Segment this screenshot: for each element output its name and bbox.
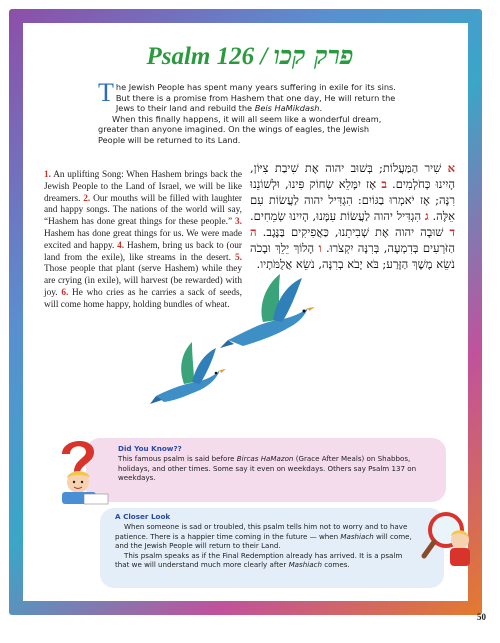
verse-number: 3. [235, 217, 242, 228]
closer-look-p1-b: will come, and the Jewish People will return to their Land. [115, 531, 412, 551]
verse-number: 1. [44, 170, 51, 180]
did-you-know-text-after: (Grace After Meals) on Shabbos, holidays, and other times. Some say it even on weekdays. Others say Psalm 137 on weekdays. [118, 454, 417, 483]
closer-look-p2-italic: Mashiach [288, 560, 322, 570]
closer-look-p1-italic: Mashiach [340, 531, 374, 541]
verse-number: 5. [235, 252, 242, 263]
title-hebrew: פרק קכו [273, 41, 354, 70]
title-english: Psalm 126 / [146, 43, 268, 70]
hebrew-verse-text: הָלוֹךְ יֵלֵךְ וּבָכֹה נֹשֵׂא מֶשֶׁךְ הַזָּרַע; בֹּא יָבֹא בְרִנָּה, נֹשֵׂא אֲלֻמֹּתָיו. [250, 241, 455, 271]
hebrew-verse-number: ג [424, 209, 429, 223]
did-you-know-text-before: This famous psalm is said before [118, 454, 237, 463]
verse-text: An uplifting Song: When Hashem brings back the Jewish People to the Land of Israel, we will be like dreamers. [44, 170, 242, 204]
bird-illustration-large [218, 270, 318, 358]
verse-text: Hashem has done great things for us. We were made excited and happy. [44, 228, 242, 251]
hebrew-verse-text: שִׁיר הַמַּעֲלוֹת; בְּשׁוּב יהוה אֶת שִׁיבַת צִיּוֹן, הָיִינוּ כְּחֹלְמִים. [250, 161, 456, 191]
magnifying-glass-kid-icon [418, 500, 478, 572]
verse-text: Those people that plant (serve Hashem) while they are crying (in exile), will harvest (be rewarded) with joy. [44, 264, 242, 298]
did-you-know-italic: Bircas HaMazon [236, 454, 294, 463]
closer-look-p2-b: comes. [321, 560, 350, 570]
hebrew-verse-number: ו [318, 241, 322, 255]
verse-number: 4. [117, 240, 125, 251]
hebrew-verse-text: הַזֹּרְעִים בְּדִמְעָה, בְּרִנָּה יִקְצֹרוּ. [321, 241, 455, 255]
closer-look-title: A Closer Look [115, 512, 171, 521]
intro-text [98, 78, 398, 146]
verse-number: 6. [61, 287, 69, 298]
hebrew-verse-number: א [447, 161, 455, 175]
verse-text: Hashem, bring us back to (our land from the exile), like streams in the desert. [44, 240, 242, 263]
closer-look-text [115, 522, 415, 570]
closer-look-p1-a: When someone is sad or troubled, this psalm tells him not to worry and to have patience. There is a happier time coming in the future — when [115, 522, 408, 541]
verse-number: 2. [83, 193, 91, 204]
intro-italic: Beis HaMikdash [254, 103, 320, 114]
hebrew-verse-number: ד [449, 225, 455, 239]
intro-text-1: he Jewish People has spent many years suffering in exile for its sins. But there is a promise from Hashem that one day, He will return the Jews to their land and rebuild the [115, 82, 396, 114]
intro-paragraph-1 [98, 78, 398, 114]
verse-text: He who cries as he carries a sack of seeds, will come home happy, holding bundles of wheat. [44, 287, 242, 310]
hebrew-verse-number: ה [250, 225, 257, 239]
hebrew-verse-text: שׁוּבָה יהוה אֶת שְׁבִיתֵנוּ, כַּאֲפִיקִים בַּנֶּגֶב. [256, 225, 450, 239]
bird-illustration-small [150, 338, 228, 410]
english-translation [44, 170, 242, 312]
intro-text-1-end: . [319, 103, 323, 114]
page-title [0, 41, 500, 71]
drop-cap: T [98, 78, 114, 107]
hebrew-verse-text: אָז יִמָּלֵא שְׂחוֹק פִּינוּ, וּלְשׁוֹנֵנוּ רִנָּה; אָז יֹאמְרוּ בַגּוֹיִם: הִגְדִּיל יהוה לַעֲשׂוֹת עִם אֵלֶּה. [250, 177, 455, 223]
closer-look-paragraph-2 [115, 551, 415, 570]
hebrew-text [250, 160, 455, 272]
hebrew-verse-number: ב [381, 177, 387, 191]
did-you-know-title: Did You Know?? [118, 444, 182, 453]
closer-look-paragraph-1 [115, 522, 415, 551]
did-you-know-text [118, 454, 443, 483]
verse-text: Our mouths will be filled with laughter and happy songs. The nations of the world will say, “Hashem has done great things for these people.” [44, 193, 243, 228]
page-number: 50 [477, 612, 486, 622]
closer-look-p2-a: This psalm speaks as if the Final Redemption already has arrived. It is a psalm that we will understand much more clearly after [115, 550, 403, 570]
intro-paragraph-2: When this finally happens, it will all seem like a wonderful dream, greater than anyone imagined. On the wings of eagles, the Jewish People will be returned to its Land. [98, 113, 382, 145]
question-mark-kid-icon [48, 432, 114, 506]
hebrew-verse-text: הִגְדִּיל יהוה לַעֲשׂוֹת עִמָּנוּ, הָיִינוּ שְׂמֵחִים. [250, 209, 425, 223]
